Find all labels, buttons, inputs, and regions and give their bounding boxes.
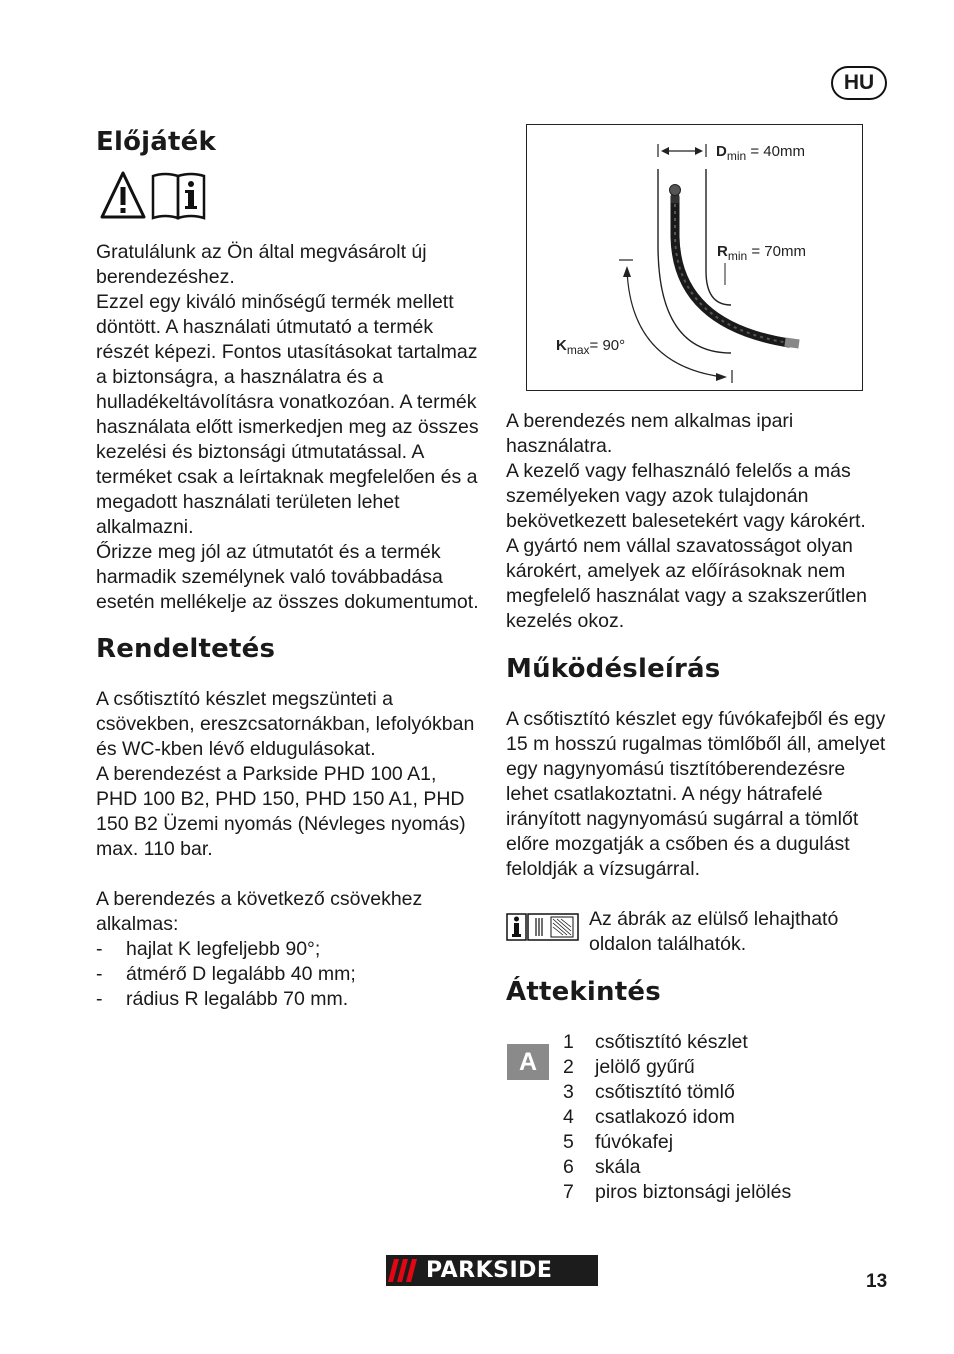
language-badge: HU (831, 66, 887, 100)
usage-paragraph-3: A gyártó nem vállal szavatosságot olyan károkért, amelyek az előírásoknak nem megfelelő használat vagy a szakszerűtlen kezelés okoz. (506, 535, 867, 632)
pipe-bend-diagram (526, 124, 863, 391)
right-column (506, 409, 890, 1205)
warning-triangle-icon (100, 170, 146, 220)
list-item: 7 piros biztonsági jelölés (563, 1181, 792, 1203)
intended-use-paragraph-2: A berendezést a Parkside PHD 100 A1, PHD 100 B2, PHD 150, PHD 150 A1, PHD 150 B2 Üzemi nyomás (Névleges nyomás) max. 110 bar. (96, 763, 466, 860)
list-item: - hajlat K legfeljebb 90°; (96, 937, 480, 962)
logo-stripes-icon (386, 1255, 426, 1286)
diameter-label: $D_{min} = 40mm$ (716, 143, 805, 163)
parts-list (563, 1030, 890, 1205)
section-title-description: Működésleírás (506, 654, 721, 684)
list-item: 4 csatlakozó idom (563, 1106, 735, 1128)
intended-use-paragraph-3: A berendezés a következő csövekhez alkalmas: (96, 888, 423, 935)
left-column (96, 126, 480, 1012)
list-item: - átmérő D legalább 40 mm; (96, 962, 480, 987)
list-item: 3 csőtisztító tömlő (563, 1081, 735, 1103)
intro-paragraph-3: Őrizze meg jól az útmutatót és a termék harmadik személynek való továbbadása esetén mellékelje az összes dokumentumot. (96, 541, 479, 613)
intended-use-paragraph-1: A csőtisztító készlet megszünteti a csövekben, ereszcsatornákban, lefolyókban és WC-kben lévő eldugulásokat. (96, 688, 475, 760)
radius-label: $R_{min} = 70mm$ (717, 243, 806, 263)
parkside-logo (386, 1255, 598, 1286)
section-title-intended-use: Rendeltetés (96, 634, 276, 664)
section-title-overview: Áttekintés (506, 977, 661, 1007)
figures-note (506, 907, 890, 957)
pipe-requirements-list (96, 937, 480, 1012)
bend-label: $K_{max}= 90^\circ$ (556, 337, 626, 357)
description-paragraph: A csőtisztító készlet egy fúvókafejből és egy 15 m hosszú rugalmas tömlőből áll, amelyet egy nagynyomású tisztítóberendezésre lehet csatlakoztatni. A négy hátrafelé irányított nagynyomású sugárral a tömlőt előre mozgatják a csőben és a dugulást feloldják a vízsugárral. (506, 708, 886, 880)
page-number: 13 (866, 1271, 888, 1292)
info-manual-icon (506, 909, 580, 943)
read-manual-icon (150, 170, 208, 220)
list-item: 6 skála (563, 1156, 641, 1178)
brand-name: PARKSIDE (426, 1258, 553, 1283)
warning-manual-icons (96, 170, 480, 226)
figures-note-text: Az ábrák az elülső lehajtható oldalon találhatók. (589, 908, 839, 955)
section-title-introduction: Előjáték (96, 127, 216, 157)
usage-paragraph-1: A berendezés nem alkalmas ipari használatra. (506, 410, 794, 457)
intro-paragraph-1: Gratulálunk az Ön által megvásárolt új berendezéshez. (96, 241, 427, 288)
figure-a-badge: A (507, 1044, 549, 1080)
list-item: 2 jelölő gyűrű (563, 1056, 695, 1078)
intro-paragraph-2: Ezzel egy kiváló minőségű termék mellett döntött. A használati útmutató a termék részét képezi. Fontos utasításokat tartalmaz a biztonságra, a használatra és a hulladékeltávolításra vonatkozóan. A termék használata előtt ismerkedjen meg az összes kezelési és biztonsági útmutatással. A terméket csak a leírtaknak megfelelően és a megadott használati területen lehet alkalmazni. (96, 291, 479, 538)
list-item: 1 csőtisztító készlet (563, 1031, 748, 1053)
list-item: - rádius R legalább 70 mm. (96, 987, 480, 1012)
usage-paragraph-2: A kezelő vagy felhasználó felelős a más személyeken vagy azok tulajdonán bekövetkezett balesetekért vagy károkért. (506, 460, 866, 532)
list-item: 5 fúvókafej (563, 1131, 674, 1153)
